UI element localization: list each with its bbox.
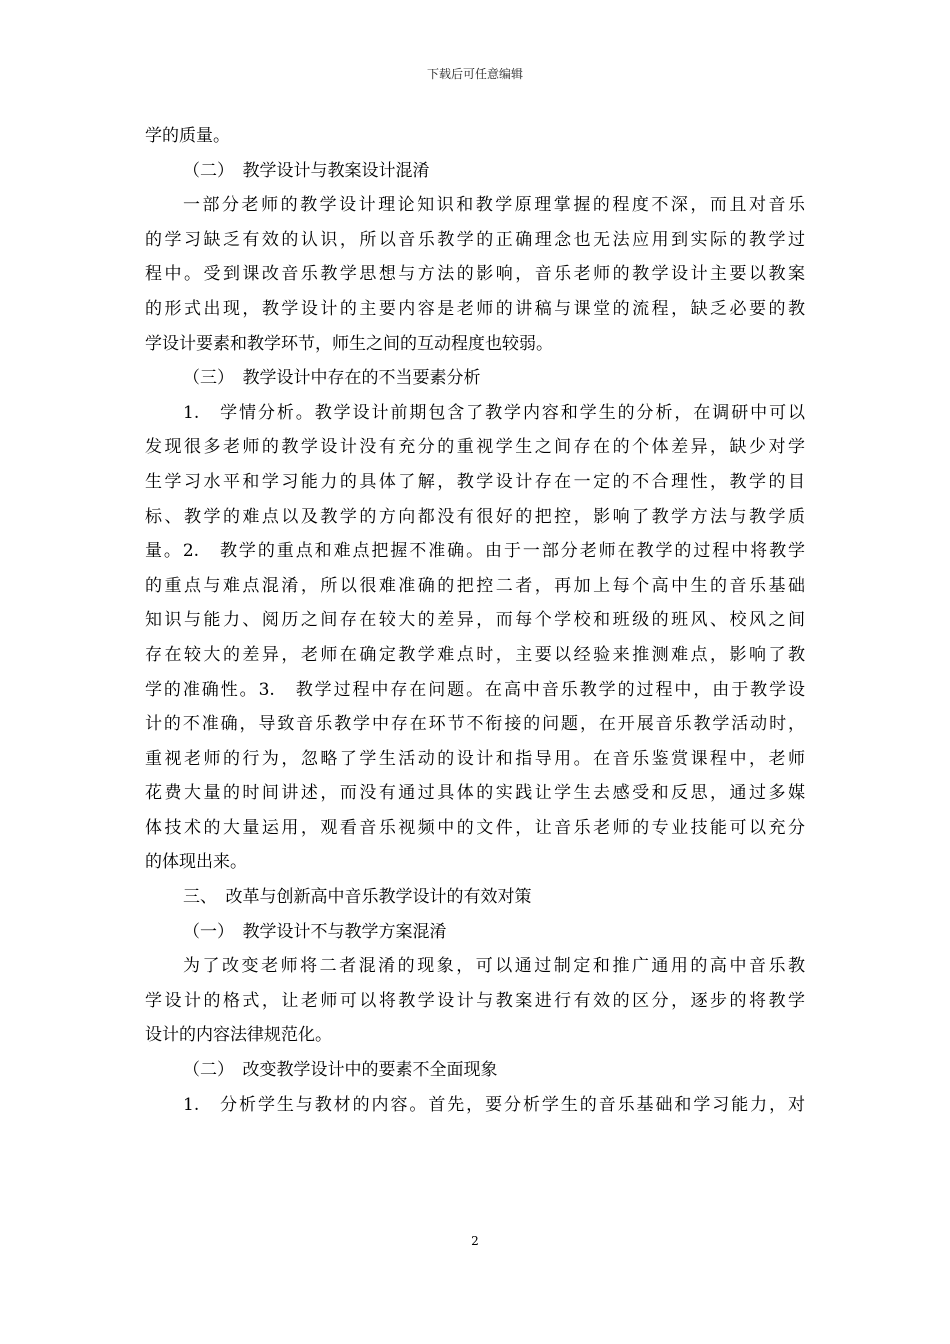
- text-line: 的学习缺乏有效的认识，所以音乐教学的正确理念也无法应用到实际的教学过: [145, 229, 805, 250]
- text-line: 1. 分析学生与教材的内容。首先，要分析学生的音乐基础和学习能力，对: [183, 1094, 805, 1115]
- text-line: 一部分老师的教学设计理论知识和教学原理掌握的程度不深，而且对音乐: [183, 195, 805, 216]
- text-line: 学设计要素和教学环节，师生之间的互动程度也较弱。: [145, 333, 553, 354]
- text-line: 花费大量的时间讲述，而没有通过具体的实践让学生去感受和反思，通过多媒: [145, 783, 805, 804]
- text-line: （二） 教学设计与教案设计混淆: [183, 160, 430, 181]
- text-line: 的重点与难点混淆，所以很难准确的把控二者，再加上每个高中生的音乐基础: [145, 575, 805, 596]
- text-line: 1. 学情分析。教学设计前期包含了教学内容和学生的分析，在调研中可以: [183, 402, 805, 423]
- text-line: 标、教学的难点以及教学的方向都没有很好的把控，影响了教学方法与教学质: [145, 506, 805, 527]
- text-line: （三） 教学设计中存在的不当要素分析: [183, 368, 481, 389]
- text-line: （一） 教学设计不与教学方案混淆: [183, 921, 447, 942]
- text-line: 设计的内容法律规范化。: [145, 1025, 332, 1046]
- text-line: 发现很多老师的教学设计没有充分的重视学生之间存在的个体差异，缺少对学: [145, 437, 805, 458]
- text-line: 体技术的大量运用，观看音乐视频中的文件，让音乐老师的专业技能可以充分: [145, 817, 805, 838]
- page-header: 下载后可任意编辑: [426, 67, 523, 81]
- text-line: 存在较大的差异，老师在确定教学难点时，主要以经验来推测难点，影响了教: [145, 644, 805, 665]
- text-line: 的体现出来。: [145, 852, 247, 873]
- text-line: 知识与能力、阅历之间存在较大的差异，而每个学校和班级的班风、校风之间: [145, 610, 805, 631]
- document-body: [145, 119, 805, 1122]
- text-line: 学设计的格式，让老师可以将教学设计与教案进行有效的区分，逐步的将教学: [145, 990, 805, 1011]
- page-number: 2: [471, 1234, 479, 1248]
- text-line: （二） 改变教学设计中的要素不全面现象: [183, 1060, 498, 1081]
- text-line: 三、 改革与创新高中音乐教学设计的有效对策: [183, 887, 532, 908]
- text-line: 为了改变老师将二者混淆的现象，可以通过制定和推广通用的高中音乐教: [183, 956, 805, 977]
- text-line: 重视老师的行为，忽略了学生活动的设计和指导用。在音乐鉴赏课程中，老师: [145, 748, 805, 769]
- text-line: 的形式出现，教学设计的主要内容是老师的讲稿与课堂的流程，缺乏必要的教: [145, 298, 805, 319]
- text-line: 量。2. 教学的重点和难点把握不准确。由于一部分老师在教学的过程中将教学: [145, 541, 805, 562]
- text-line: 程中。受到课改音乐教学思想与方法的影响，音乐老师的教学设计主要以教案: [145, 264, 805, 285]
- text-line: 学的质量。: [145, 126, 230, 146]
- text-line: 生学习水平和学习能力的具体了解，教学设计存在一定的不合理性，教学的目: [145, 471, 805, 492]
- text-line: 计的不准确，导致音乐教学中存在环节不衔接的问题，在开展音乐教学活动时，: [145, 714, 805, 735]
- text-line: 学的准确性。3. 教学过程中存在问题。在高中音乐教学的过程中，由于教学设: [145, 679, 805, 700]
